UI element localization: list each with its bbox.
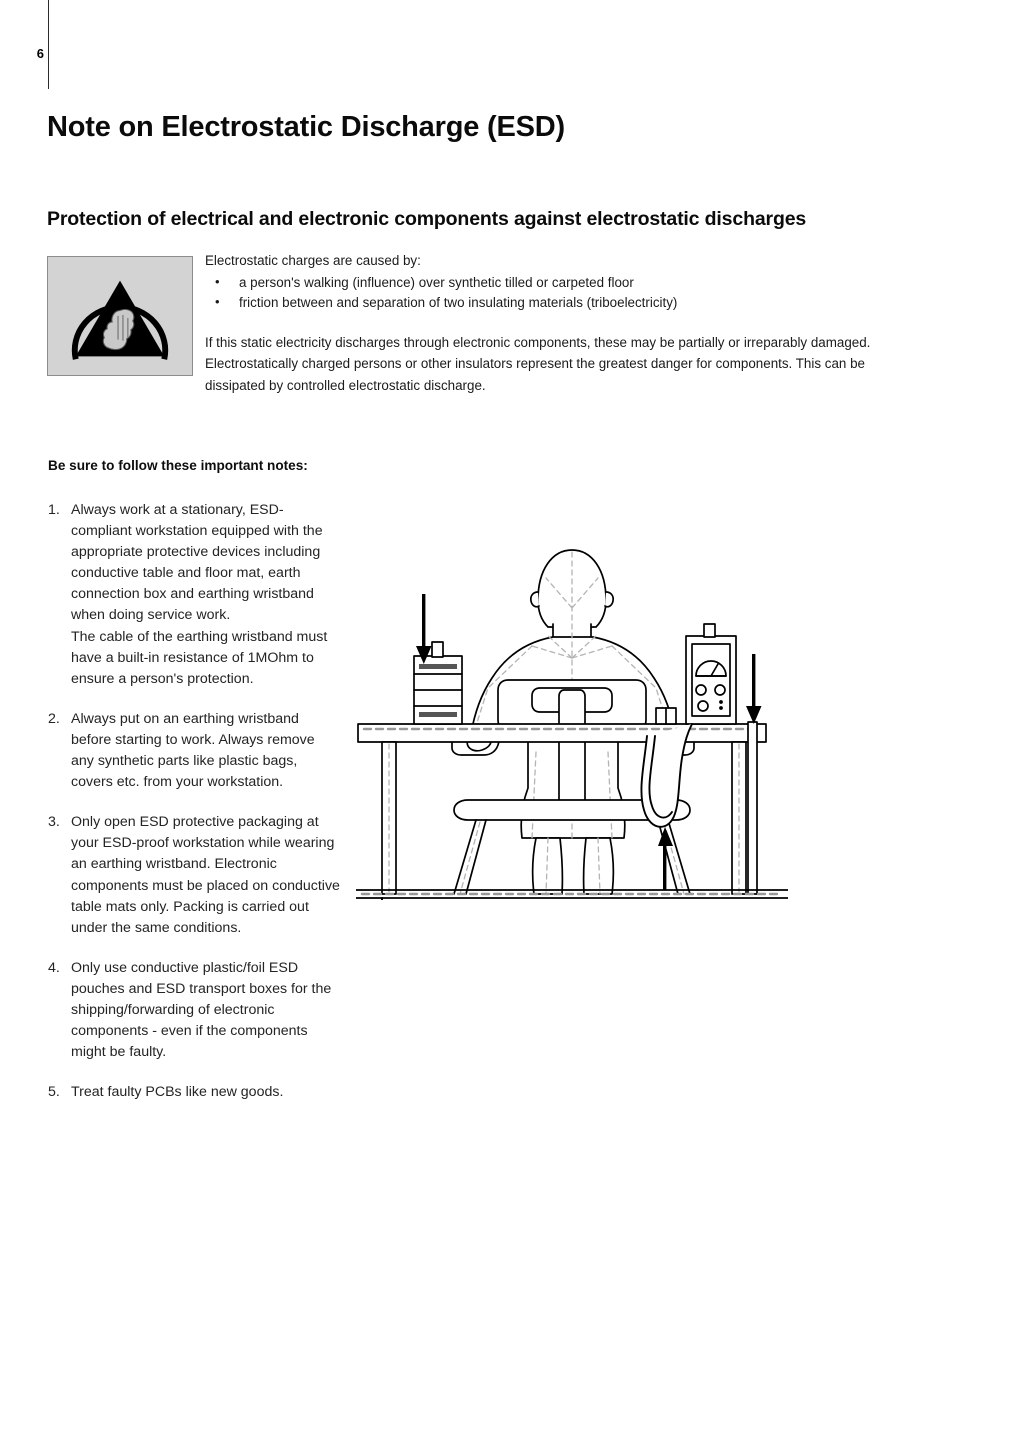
small-component-block (656, 708, 676, 724)
list-item-number: 5. (48, 1084, 60, 1101)
list-item: • friction between and separation of two insulating materials (triboelectricity) (205, 293, 917, 314)
list-item (48, 500, 340, 690)
list-item-number: 1. (48, 502, 60, 518)
list-item-text: Treat faulty PCBs like new goods. (71, 1084, 284, 1101)
esd-workstation-illustration (356, 538, 788, 900)
list-item (48, 709, 340, 793)
notes-heading: Be sure to follow these important notes: (48, 458, 308, 473)
causes-list (205, 273, 917, 314)
list-item-number: 4. (48, 959, 60, 976)
list-item-text: Always work at a stationary, ESD-compliant workstation equipped with the appropriate protective devices including conductive table and floor mat, earth connection box and earthing wristband when doing service work. (71, 502, 323, 624)
intro-lead: Electrostatic charges are caused by: (205, 253, 421, 268)
esd-warning-icon (47, 256, 193, 376)
list-item-text-continued: The cable of the earthing wristband must have a built-in resistance of 1MOhm to ensure a person's protection. (71, 628, 328, 687)
header-margin-rule (48, 0, 49, 89)
list-item-text: Only open ESD protective packaging at your ESD-proof workstation while wearing an earthing wristband. Electronic components must be placed on conductive table mats only. Packing is carried out under the same conditions. (71, 814, 340, 936)
list-item-text: Only use conductive plastic/foil ESD pouches and ESD transport boxes for the shipping/forwarding of electronic components - even if the components might be faulty. (71, 959, 332, 1061)
conductive-floor-mat (356, 890, 788, 898)
page-title: Note on Electrostatic Discharge (ESD) (47, 111, 565, 144)
list-item-number: 2. (48, 710, 60, 727)
section-subtitle: Protection of electrical and electronic components against electrostatic discharges (47, 208, 807, 231)
list-item-number: 3. (48, 814, 60, 831)
page-number: 6 (36, 46, 44, 61)
notes-list (48, 500, 340, 1103)
intro-paragraph: If this static electricity discharges through electronic components, these may be partially or irreparably damaged. Electrostatically charged persons or other insulators represent the greatest danger for components. This can be dissipated by controlled electrostatic discharge. (205, 334, 871, 393)
list-item (48, 1082, 340, 1103)
list-item (48, 958, 340, 1063)
measuring-instrument (686, 624, 736, 724)
intro-text-block (205, 251, 917, 396)
list-item: • a person's walking (influence) over synthetic tilled or carpeted floor (205, 273, 917, 294)
list-item (48, 812, 340, 939)
list-item-text: Always put on an earthing wristband before starting to work. Always remove any synthetic parts like plastic bags, covers etc. from your workstation. (71, 710, 315, 791)
